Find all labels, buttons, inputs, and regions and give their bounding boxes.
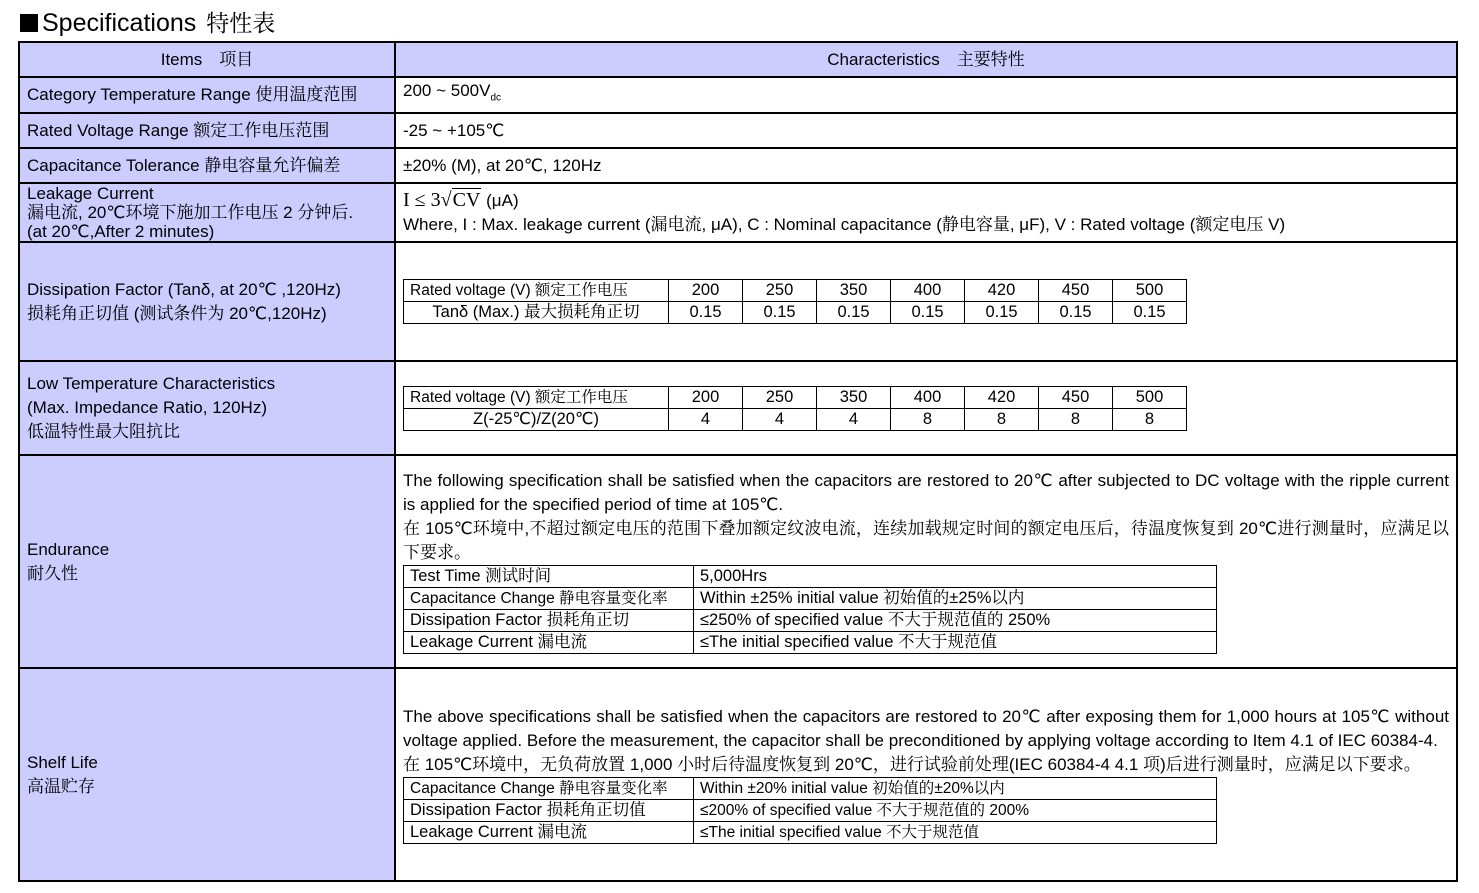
endurance-table-row bbox=[404, 566, 1217, 588]
dissipation-value-row bbox=[404, 302, 1187, 324]
low-temp-label-ratio: (Max. Impedance Ratio, 120Hz) bbox=[27, 398, 267, 417]
row-value-category-temperature bbox=[395, 77, 1457, 113]
row-label-low-temperature bbox=[19, 361, 395, 455]
shelf-paragraph-en: The above specifications shall be satisfied when the capacitors are restored to 20℃ after exposing them for 1,000 hours at 105℃ without voltage applied. Before the measurement, the capacitor shall be preconditioned by applying voltage according to Item 4.1 of IEC 60384-4. bbox=[403, 707, 1449, 750]
row-value-rated-voltage: -25 ~ +105℃ bbox=[395, 113, 1457, 148]
shelf-table-row bbox=[404, 822, 1217, 844]
endurance-table-row bbox=[404, 632, 1217, 654]
tan-delta-cell: 0.15 bbox=[669, 302, 743, 324]
endurance-table-row bbox=[404, 610, 1217, 632]
formula-prefix: I ≤ 3 bbox=[403, 189, 441, 211]
leakage-where: Where, I : Max. leakage current (漏电流, μA), C : Nominal capacitance (静电容量, μF), V : Rated voltage (额定电压 V) bbox=[403, 215, 1286, 234]
shelf-value: ≤The initial specified value 不大于规范值 bbox=[694, 822, 1217, 844]
voltage-cell: 450 bbox=[1039, 386, 1113, 408]
row-rated-voltage bbox=[19, 113, 1457, 148]
endurance-table bbox=[403, 565, 1217, 654]
shelf-key: Dissipation Factor 损耗角正切值 bbox=[404, 800, 694, 822]
voltage-cell: 420 bbox=[965, 280, 1039, 302]
row-value-low-temperature bbox=[395, 361, 1457, 455]
tan-delta-cell: 0.15 bbox=[965, 302, 1039, 324]
endurance-value: 5,000Hrs bbox=[694, 566, 1217, 588]
tan-delta-cell: 0.15 bbox=[1113, 302, 1187, 324]
dissipation-table bbox=[403, 279, 1187, 324]
row-label-category-temperature: Category Temperature Range 使用温度范围 bbox=[19, 77, 395, 113]
voltage-cell: 420 bbox=[965, 386, 1039, 408]
endurance-key: Test Time 测试时间 bbox=[404, 566, 694, 588]
cat-temp-value-subscript: dc bbox=[490, 92, 502, 104]
tan-delta-cell: 0.15 bbox=[891, 302, 965, 324]
endurance-value: ≤250% of specified value 不大于规范值的 250% bbox=[694, 610, 1217, 632]
row-capacitance-tolerance bbox=[19, 148, 1457, 183]
endurance-key: Capacitance Change 静电容量变化率 bbox=[404, 588, 694, 610]
impedance-ratio-cell: 8 bbox=[965, 408, 1039, 430]
sqrt-icon: √ bbox=[440, 189, 452, 211]
low-temp-table bbox=[403, 386, 1187, 431]
cat-temp-value: 200 ~ 500V bbox=[403, 81, 491, 101]
formula-radicand: CV bbox=[452, 189, 481, 211]
row-label-rated-voltage: Rated Voltage Range 额定工作电压范围 bbox=[19, 113, 395, 148]
header-items: Items 项目 bbox=[19, 42, 395, 77]
row-value-endurance bbox=[395, 455, 1457, 668]
impedance-ratio-cell: 4 bbox=[743, 408, 817, 430]
low-temp-label-en: Low Temperature Characteristics bbox=[27, 374, 276, 393]
shelf-key: Capacitance Change 静电容量变化率 bbox=[404, 778, 694, 800]
tan-delta-cell: 0.15 bbox=[817, 302, 891, 324]
row-label-leakage-current bbox=[19, 183, 395, 242]
shelf-key: Leakage Current 漏电流 bbox=[404, 822, 694, 844]
row-value-shelf-life bbox=[395, 668, 1457, 881]
impedance-ratio-cell: 4 bbox=[669, 408, 743, 430]
page-title-en: Specifications bbox=[42, 9, 197, 37]
page-title bbox=[20, 8, 275, 38]
row-shelf-life bbox=[19, 668, 1457, 881]
voltage-cell: 400 bbox=[891, 386, 965, 408]
voltage-cell: 500 bbox=[1113, 280, 1187, 302]
specifications-table bbox=[18, 41, 1458, 882]
voltage-cell: 250 bbox=[743, 386, 817, 408]
voltage-cell: 500 bbox=[1113, 386, 1187, 408]
endurance-label-cn: 耐久性 bbox=[27, 563, 78, 583]
voltage-cell: 200 bbox=[669, 280, 743, 302]
impedance-ratio-cell: 8 bbox=[1113, 408, 1187, 430]
endurance-paragraph-en: The following specification shall be satisfied when the capacitors are restored to 20℃ after subjected to DC voltage with the ripple current is applied for the specified period of time at 105℃. bbox=[403, 471, 1449, 514]
page-title-cn: 特性表 bbox=[206, 10, 276, 36]
row-label-shelf-life bbox=[19, 668, 395, 881]
row-label-endurance bbox=[19, 455, 395, 668]
row-label-capacitance-tolerance: Capacitance Tolerance 静电容量允许偏差 bbox=[19, 148, 395, 183]
row-label-dissipation-factor bbox=[19, 242, 395, 361]
row-low-temperature bbox=[19, 361, 1457, 455]
shelf-value: Within ±20% initial value 初始值的±20%以内 bbox=[694, 778, 1217, 800]
shelf-label-cn: 高温贮存 bbox=[27, 776, 95, 796]
leakage-label-en: Leakage Current bbox=[27, 184, 154, 203]
impedance-ratio-cell: 8 bbox=[1039, 408, 1113, 430]
shelf-label-en: Shelf Life bbox=[27, 752, 98, 772]
impedance-ratio-cell: 8 bbox=[891, 408, 965, 430]
leakage-formula bbox=[403, 188, 1449, 213]
low-temp-label-cn: 低温特性最大阻抗比 bbox=[27, 422, 180, 441]
header-row bbox=[19, 42, 1457, 77]
voltage-cell: 250 bbox=[743, 280, 817, 302]
tan-delta-cell: 0.15 bbox=[1039, 302, 1113, 324]
shelf-paragraph-cn: 在 105℃环境中，无负荷放置 1,000 小时后待温度恢复到 20℃，进行试验前处理(IEC 60384-4 4.1 项)后进行测量时，应满足以下要求。 bbox=[403, 755, 1421, 774]
shelf-table bbox=[403, 777, 1217, 844]
dissipation-label-cn: 损耗角正切值 (测试条件为 20℃,120Hz) bbox=[27, 303, 327, 323]
leakage-label-condition: (at 20℃,After 2 minutes) bbox=[27, 222, 215, 241]
dissipation-header-label: Rated voltage (V) 额定工作电压 bbox=[404, 280, 669, 302]
dissipation-label-en: Dissipation Factor (Tanδ, at 20℃ ,120Hz) bbox=[27, 279, 341, 299]
endurance-key: Leakage Current 漏电流 bbox=[404, 632, 694, 654]
voltage-cell: 200 bbox=[669, 386, 743, 408]
endurance-table-row bbox=[404, 588, 1217, 610]
header-characteristics: Characteristics 主要特性 bbox=[395, 42, 1457, 77]
low-temp-value-row bbox=[404, 408, 1187, 430]
row-category-temperature bbox=[19, 77, 1457, 113]
endurance-label-en: Endurance bbox=[27, 539, 110, 559]
shelf-table-row bbox=[404, 778, 1217, 800]
row-value-dissipation-factor bbox=[395, 242, 1457, 361]
endurance-key: Dissipation Factor 损耗角正切 bbox=[404, 610, 694, 632]
voltage-cell: 450 bbox=[1039, 280, 1113, 302]
row-endurance bbox=[19, 455, 1457, 668]
endurance-value: Within ±25% initial value 初始值的±25%以内 bbox=[694, 588, 1217, 610]
voltage-cell: 350 bbox=[817, 386, 891, 408]
dissipation-header-row bbox=[404, 280, 1187, 302]
leakage-label-cn: 漏电流, 20℃环境下施加工作电压 2 分钟后. bbox=[27, 203, 354, 222]
black-square-icon bbox=[20, 14, 38, 32]
tan-delta-cell: 0.15 bbox=[743, 302, 817, 324]
voltage-cell: 400 bbox=[891, 280, 965, 302]
row-dissipation-factor bbox=[19, 242, 1457, 361]
low-temp-row-label: Z(-25℃)/Z(20℃) bbox=[404, 408, 669, 430]
formula-unit: (μA) bbox=[481, 191, 519, 210]
dissipation-row-label: Tanδ (Max.) 最大损耗角正切 bbox=[404, 302, 669, 324]
voltage-cell: 350 bbox=[817, 280, 891, 302]
shelf-value: ≤200% of specified value 不大于规范值的 200% bbox=[694, 800, 1217, 822]
low-temp-header-row bbox=[404, 386, 1187, 408]
row-value-leakage-current bbox=[395, 183, 1457, 242]
impedance-ratio-cell: 4 bbox=[817, 408, 891, 430]
endurance-value: ≤The initial specified value 不大于规范值 bbox=[694, 632, 1217, 654]
endurance-paragraph-cn: 在 105℃环境中,不超过额定电压的范围下叠加额定纹波电流，连续加载规定时间的额定电压后，待温度恢复到 20℃进行测量时，应满足以下要求。 bbox=[403, 519, 1449, 562]
row-leakage-current bbox=[19, 183, 1457, 242]
shelf-table-row bbox=[404, 800, 1217, 822]
row-value-capacitance-tolerance: ±20% (M), at 20℃, 120Hz bbox=[395, 148, 1457, 183]
low-temp-header-label: Rated voltage (V) 额定工作电压 bbox=[404, 386, 669, 408]
